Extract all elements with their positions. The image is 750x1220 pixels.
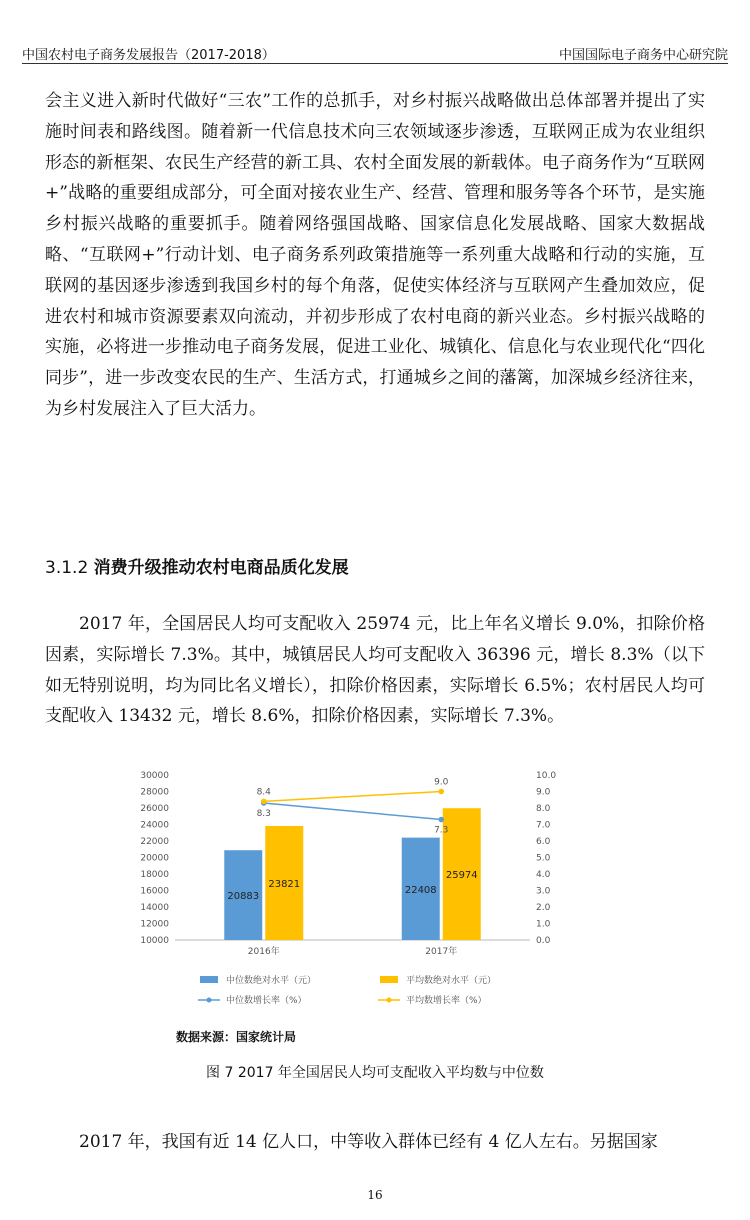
line-point	[261, 799, 267, 805]
y-left-tick-label: 12000	[140, 919, 169, 930]
bar-value-label: 20883	[227, 891, 260, 903]
y-right-tick-label: 1.0	[536, 919, 551, 930]
chart-source: 数据来源：国家统计局	[176, 1030, 297, 1044]
y-left-tick-label: 10000	[140, 936, 169, 946]
line-value-label: 7.3	[434, 825, 449, 836]
y-right-tick-label: 6.0	[536, 837, 551, 847]
page-number: 16	[367, 1188, 383, 1202]
line-point	[438, 789, 444, 795]
y-left-tick-label: 20000	[140, 853, 169, 864]
y-left-tick-label: 22000	[140, 837, 169, 847]
line-point	[438, 817, 444, 823]
y-right-tick-label: 8.0	[536, 804, 551, 814]
legend-swatch	[200, 976, 218, 983]
section-title: 消费升级推动农村电商品质化发展	[93, 558, 349, 578]
running-header	[22, 44, 728, 63]
chart-caption: 图 7 2017 年全国居民人均可支配收入平均数与中位数	[206, 1065, 544, 1081]
y-left-tick-label: 30000	[140, 771, 169, 781]
body-paragraph-1	[45, 86, 705, 425]
paragraph-1-text: 会主义进入新时代做好“三农”工作的总抓手，对乡村振兴战略做出总体部署并提出了实施时间表和路线图。随着新一代信息技术向三农领域逐步渗透，互联网正成为农业组织形态的新框架、农民生产经营的新工具、农村全面发展的新载体。电子商务作为“互联网+”战略的重要组成部分，可全面对接农业生产、经营、管理和服务等各个环节，是实施乡村振兴战略的重要抓手。随着网络强国战略、国家信息化发展战略、国家大数据战略、“互联网+”行动计划、电子商务系列政策措施等一系列重大战略和行动的实施，互联网的基因逐步渗透到我国乡村的每个角落，促使实体经济与互联网产生叠加效应，促进农村和城市资源要素双向流动，并初步形成了农村电商的新兴业态。乡村振兴战略的实施，必将进一步推动电子商务发展，促进工业化、城镇化、信息化与农业现代化“四化同步”，进一步改变农民的生产、生活方式，打通城乡之间的藩篱，加深城乡经济往来，为乡村发展注入了巨大活力。	[45, 91, 705, 419]
y-right-tick-label: 5.0	[536, 853, 551, 864]
section-heading	[45, 553, 349, 578]
legend-marker	[207, 998, 212, 1003]
legend-label: 平均数绝对水平（元）	[406, 976, 497, 986]
y-left-tick-label: 24000	[140, 820, 169, 831]
bar-value-label: 22408	[404, 884, 437, 896]
y-right-tick-label: 3.0	[536, 886, 551, 897]
line-value-label: 8.3	[256, 809, 271, 820]
bar-value-label: 25974	[445, 870, 478, 882]
series-line	[264, 792, 442, 802]
header-publisher: 中国国际电子商务中心研究院	[558, 48, 728, 63]
series-line	[264, 803, 442, 820]
legend-label: 中位数增长率（%）	[226, 996, 307, 1006]
paragraph-3-text: 2017 年，我国有近 14 亿人口，中等收入群体已经有 4 亿人左右。另据国家	[79, 1132, 658, 1152]
header-report-title: 中国农村电子商务发展报告（2017-2018）	[22, 48, 275, 63]
line-value-label: 9.0	[434, 777, 449, 788]
section-number: 3.1.2	[45, 558, 89, 578]
legend-label: 平均数增长率（%）	[406, 996, 487, 1006]
y-right-tick-label: 4.0	[536, 870, 551, 880]
y-right-tick-label: 7.0	[536, 820, 551, 831]
legend-label: 中位数绝对水平（元）	[226, 976, 317, 986]
y-left-tick-label: 18000	[140, 870, 169, 880]
bar-value-label: 23821	[268, 878, 301, 890]
body-paragraph-2	[45, 609, 705, 732]
y-left-tick-label: 16000	[140, 886, 169, 897]
legend-swatch	[380, 976, 398, 983]
legend-marker	[387, 998, 392, 1003]
y-left-tick-label: 28000	[140, 787, 169, 798]
y-right-tick-label: 0.0	[536, 936, 551, 946]
y-left-tick-label: 26000	[140, 804, 169, 814]
y-right-tick-label: 2.0	[536, 903, 551, 913]
body-paragraph-3	[45, 1127, 705, 1158]
header-rule	[22, 63, 728, 64]
paragraph-2-text: 2017 年，全国居民人均可支配收入 25974 元，比上年名义增长 9.0%，扣除价格因素，实际增长 7.3%。其中，城镇居民人均可支配收入 36396 元，增长 8.3%（以下如无特别说明，均为同比名义增长），扣除价格因素，实际增长 6.5%；农村居民人均可支配收入 13432 元，增长 8.6%，扣除价格因素，实际增长 7.3%。	[45, 614, 705, 727]
y-left-tick-label: 14000	[140, 903, 169, 913]
line-value-label: 8.4	[256, 787, 271, 798]
y-right-tick-label: 10.0	[536, 771, 557, 781]
x-tick-label: 2017年	[425, 947, 458, 957]
x-tick-label: 2016年	[247, 947, 280, 957]
y-right-tick-label: 9.0	[536, 787, 551, 798]
income-chart	[130, 760, 570, 1020]
